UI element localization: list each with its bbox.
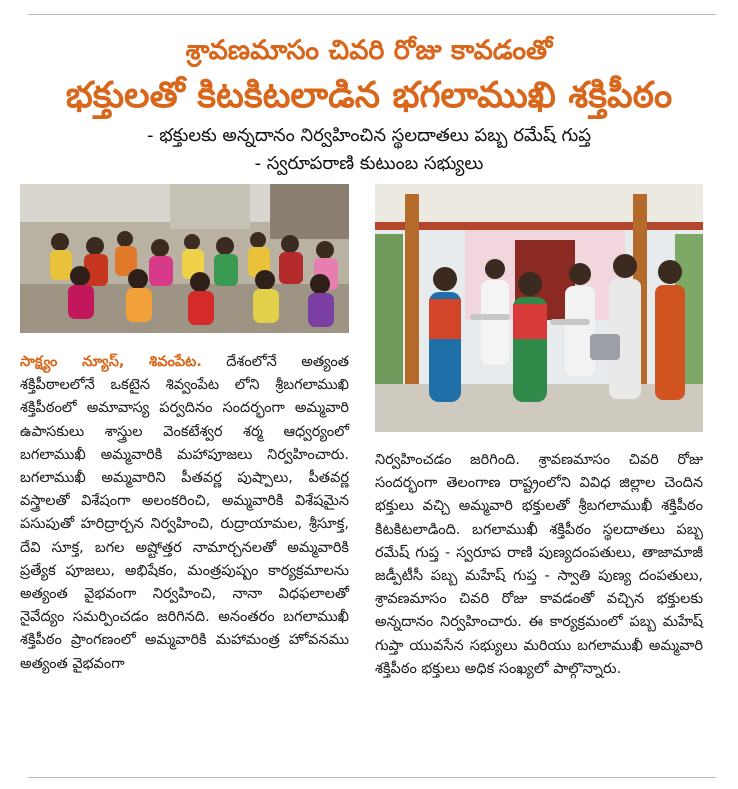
photo-devotees-seated-puja	[20, 184, 349, 333]
photo-annadanam-food-serving	[375, 184, 703, 432]
headline-line-2: భక్తులతో కిటకిటలాడిన భగలాముఖి శక్తిపీఠం	[65, 75, 673, 116]
article-right-column: నిర్వహించడం జరిగింది. శ్రావణమాసం చివరి రోజు సందర్భంగా తెలంగాణ రాష్ట్రంలోని వివిధ జిల్లాల చెందిన భక్తులు వచ్చి అమ్మవారి భక్తులతో శ్రీబగలాముఖీ శక్తిపీఠం కిటకిటలాడింది. బగలాముఖీ శక్తిపీఠం స్థలదాతలు పబ్బ రమేష్ గుప్త - స్వరూప రాణి పుణ్యదంపతులు, తాజామాజీ జడ్పీటీసీ పబ్బ మహేష్ గుప్త - స్వాతి పుణ్య దంపతులు, శ్రావణమాసం చివరి రోజు కావడంతో వచ్చిన భక్తులకు అన్నదానం నిర్వహించారు. ఈ కార్యక్రమంలో పబ్బ మహేష్ గుప్తా యువసేన సభ్యులు మరియు బగలాముఖీ అమ్మవారి శక్తిపీఠం భక్తులు అధిక సంఖ్యలో పాల్గొన్నారు.	[375, 452, 703, 677]
article-left-column	[20, 351, 349, 676]
subhead-1: - భక్తులకు అన్నదానం నిర్వహించిన స్థలదాతలు పబ్బ రమేష్ గుప్త	[146, 125, 592, 146]
top-rule	[28, 14, 716, 15]
headline-line-1: శ్రావణమాసం చివరి రోజు కావడంతో	[185, 35, 553, 66]
subhead-2: - స్వరూపరాణి కుటుంబ సభ్యులు	[254, 153, 484, 174]
bottom-rule	[28, 777, 716, 778]
article-dateline: సాక్ష్యం న్యూస్, శివంపేట.	[20, 354, 202, 370]
article-left-text: దేశంలోనే అత్యంత శక్తిపీఠాలలోనే ఒకటైన శివ్వంపేట లోని శ్రీబగలాముఖి శక్తిపీఠంలో అమావాస్య పర్వదినం సందర్భంగా అమ్మవారి ఉపాసకులు శాస్త్రుల వెంకటేశ్వర శర్మ ఆధ్వర్యంలో బగలాముఖీ అమ్మవారికి మహాపూజలు నిర్వహించారు. బగలాముఖీ అమ్మవారిని పీతవర్ణ పుష్పాలు, పీతవర్ణ వస్త్రాలతో విశేషంగా అలంకరించి, అమ్మవారికి విశేషమైన పసుపుతో హరిద్రార్చన నిర్వహించి, రుద్రాయామల, శ్రీసూక్త, దేవి సూక్త, బగల అష్టోత్తర నామార్చనలతో అమ్మవారికి ప్రత్యేక పూజలు, అభిషేకం, మంత్రపుష్పం కార్యక్రమాలను అత్యంత వైభవంగా నిర్వహించి, నానా విధఫలాలతో నైవేద్యం సమర్పించడం జరిగినది. అనంతరం బగలాముఖీ శక్తిపీఠం ప్రాంగణంలో అమ్మవారికి మహామంత్ర హోవనము అత్యంత వైభవంగా	[20, 354, 349, 672]
